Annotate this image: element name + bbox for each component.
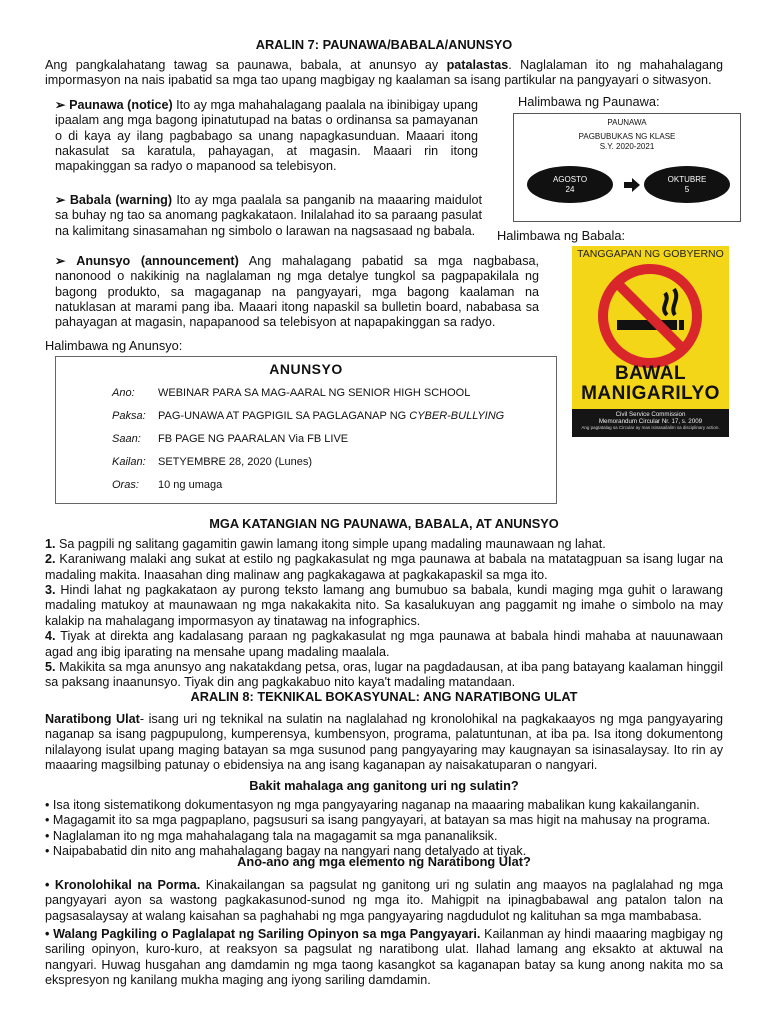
sign-footer: [572, 409, 729, 437]
sign-line1: BAWAL: [614, 363, 687, 384]
date-to-oval: [644, 166, 730, 203]
naratibo-text: - isang uri ng teknikal na sulatin na naglalahad ng kronolohikal na pagkakaayos ng mga pangyayaring naganap sa isang pagpupulong, kumperensya, kumbensyon, programa, palatuntunan, at iba pa. Isa itong dokumentong nilalayong isulat upang maging batayan sa mga susunod pang pangyayaring may kaugnayan sa isinasalaysay. Ito rin ay maaaring magsilbing patunay o ebidensiya na ang isang kaganapan ay naisakatuparan o nangyari.: [45, 712, 723, 773]
list-item: [45, 660, 723, 691]
paunawa-example-line2: S.Y. 2020-2021: [599, 142, 655, 151]
item-number: 2.: [45, 552, 56, 567]
elemento-heading: Ano-ano ang mga elemento ng Naratibong Ulat?: [237, 854, 531, 869]
paunawa-definition: [55, 98, 478, 175]
anunsyo-row-key: Saan:: [112, 433, 141, 445]
elemento-text: Kailanman ay hindi maaaring magbigay ng sariling opinyon, kuro-kuro, at reaksyon sa pagsulat ng naratibong ulat. Ilahad lamang ang eksakto at aktuwal na nangyari. Huwag husgahan ang damdamin ng mga taong kasangkot sa kaganapan batay sa kung anong nakita mo sa ekspresyon ng kanilang mukha maging ang iyong sariling damdamin.: [45, 927, 723, 988]
intro-text-after: . Naglalaman ito ng mahahalagang impormasyon na nais ipabatid sa mga tao upang magbigay ng kaalaman sa isang partikular na pangyayari o sitwasyon.: [45, 58, 724, 88]
paunawa-term: Paunawa (notice): [69, 98, 173, 112]
list-item: [45, 552, 723, 583]
intro-text-before: Ang pangkalahatang tawag sa paunawa, babala, at anunsyo ay: [45, 58, 447, 72]
bakit-heading: Bakit mahalaga ang ganitong uri ng sulatin?: [249, 778, 519, 793]
arrow-bullet-icon: ➢: [55, 98, 66, 112]
caption-babala: Halimbawa ng Babala:: [497, 228, 626, 243]
babala-term: Babala (warning): [69, 193, 173, 207]
sign-top-label: TANGGAPAN NG GOBYERNO: [577, 248, 724, 260]
babala-text: Ito ay mga paalala sa panganib na maaaring maidulot sa buhay ng tao sa anomang pagkakataon. Inilalahad ito sa paraang pasulat na kalimitang sinasamahan ng simbolo o larawan na nagsasaad ng babala.: [55, 193, 483, 238]
anunsyo-term: Anunsyo (announcement): [76, 254, 239, 268]
list-item: • Magagamit ito sa mga pagpaplano, pagsusuri sa isang pangyayari, at batayan sa mas higit na mahusay na programa.: [45, 813, 711, 828]
anunsyo-text: Ang mahalagang pabatid sa mga nagbabasa, nanonood o nakikinig na naglalaman ng mga detalye tungkol sa pagpapakilala ng bagong produkto, sa magaganap na pangyayari, mga bagong kaalaman na natuklasan at marami pang iba. Maaari itong napaskil sa bulletin board, nababasa sa pahayagan at magasin, napapanood sa telebisyon at napapakinggan sa radyo.: [55, 254, 539, 330]
right-arrow-icon: [624, 178, 640, 192]
babala-definition: [55, 193, 482, 239]
katangian-heading: MGA KATANGIAN NG PAUNAWA, BABALA, AT ANUNSYO: [209, 516, 559, 531]
anunsyo-row-value: SETYEMBRE 28, 2020 (Lunes): [158, 456, 313, 468]
anunsyo-definition: [55, 254, 539, 331]
anunsyo-row-key: Ano:: [112, 387, 135, 399]
paunawa-example-box: [513, 113, 741, 222]
anunsyo-row-value-italic: CYBER-BULLYING: [409, 410, 505, 422]
caption-anunsyo: Halimbawa ng Anunsyo:: [45, 338, 183, 353]
item-text: Makikita sa mga anunsyo ang nakatakdang petsa, oras, lugar na pagdadausan, at iba pang batayang kaalaman hinggil sa paksang inaanunsyo. Tiyak din ang pagkakabuo nito kaya't madaling matandaan.: [45, 659, 723, 690]
arrow-bullet-icon: ➢: [55, 193, 66, 207]
item-text: Karaniwang malaki ang sukat at estilo ng pagkakasulat ng mga paunawa at babala na matatagpuan sa isang lugar na madaling makita. Inaasahan ding malinaw ang pagkakagawa at pagkakapaskil sa mga ito.: [45, 552, 723, 582]
item-text: Sa pagpili ng salitang gagamitin gawin lamang itong simple upang madaling maunawaan ng lahat.: [55, 537, 606, 551]
paunawa-example-heading: PAUNAWA: [607, 118, 647, 127]
caption-paunawa: Halimbawa ng Paunawa:: [518, 94, 660, 109]
date-from-day: 24: [565, 184, 575, 194]
anunsyo-example-title: ANUNSYO: [269, 361, 343, 377]
paunawa-text: Ito ay mga mahahalagang paalala na ibinibigay upang ipaalam ang mga bagong ipinatutupad na batas o ordinansa sa pamayanan o di kaya ay ilang pagbabago sa unang napagkasunduan. Maaari itong nakasulat sa karatula, pahayagan, at magasin. Maaari rin itong mapakinggan sa radyo o mapanood sa telebisyon.: [55, 98, 478, 174]
sign-line2: MANIGARILYO: [581, 382, 720, 404]
date-from-month: AGOSTO: [552, 174, 588, 184]
list-item: • Naglalaman ito ng mga mahahalagang tala na magagamit sa mga pananaliksik.: [45, 828, 498, 843]
anunsyo-row-value-text: PAG-UNAWA AT PAGPIGIL SA PAGLAGANAP NG: [158, 410, 410, 422]
item-text: Tiyak at direkta ang kadalasang paraan ng pagkakasulat ng mga paunawa at babala hindi mahaba at nauunawaan agad ang ibig iparating na mensahe upang madaling maalala.: [45, 629, 723, 659]
aralin-7-title: ARALIN 7: PAUNAWA/BABALA/ANUNSYO: [255, 37, 513, 52]
elemento-item-2: [45, 927, 723, 988]
anunsyo-row-value: WEBINAR PARA SA MAG-AARAL NG SENIOR HIGH SCHOOL: [158, 387, 471, 399]
babala-sign: [572, 246, 729, 437]
intro-paragraph: [45, 58, 723, 89]
anunsyo-row-key: Paksa:: [112, 410, 146, 422]
elemento-term: • Kronolohikal na Porma.: [45, 878, 201, 892]
intro-bold-term: patalastas: [446, 58, 509, 72]
bakit-list: [45, 798, 723, 859]
anunsyo-example-box: [55, 356, 557, 504]
no-smoking-icon: [597, 263, 703, 369]
date-to-day: 5: [684, 184, 690, 194]
anunsyo-row-key: Oras:: [112, 479, 139, 491]
naratibo-paragraph: [45, 712, 723, 773]
anunsyo-row-value: FB PAGE NG PAARALAN Via FB LIVE: [158, 433, 349, 445]
item-number: 1.: [45, 537, 56, 551]
sign-foot-line3: Ang pagtatalag sa Circular ay mas isinasailalim sa disciplinary action.: [581, 425, 720, 431]
list-item: [45, 583, 723, 629]
item-text: Hindi lahat ng pagkakataon ay purong teksto lamang ang bumubuo sa babala, kundi maging mga guhit o larawang madaling matukoy at maunawaan ng mga nakakakita nito. Sa kasalukuyan ang paggamit ng imahe o simbolo na may kalakip na mahalagang impormasyon ay tinatawag na infographics.: [45, 583, 723, 628]
list-item: • Naipababatid din nito ang mahahalagang bagay na nangyari nang detalyado at tiyak.: [45, 844, 527, 859]
item-number: 4.: [45, 629, 56, 644]
elemento-text: Kinakailangan sa pagsulat ng ganitong uri ng sulatin ang maayos na paglalahad ng mga pangyayari ayon sa wastong pagkakasunod-sunod ng mga ito. Mahigpit na ipinagbabawal ang patalon talon na pagsasalaysay at walang kaisahan sa paghahabi ng mga pangyayaring nagdudulot ng kalituhan sa mga mambabasa.: [45, 878, 723, 923]
anunsyo-row-value: [158, 410, 504, 423]
naratibo-term: Naratibong Ulat: [45, 712, 140, 726]
list-item: • Isa itong sistematikong dokumentasyon ng mga pangyayaring naganap na maaaring mabalikan kung kakailanganin.: [45, 798, 700, 812]
arrow-bullet-icon: ➢: [55, 254, 66, 268]
anunsyo-row-value: 10 ng umaga: [158, 479, 223, 491]
aralin-8-title: ARALIN 8: TEKNIKAL BOKASYUNAL: ANG NARATIBONG ULAT: [190, 689, 578, 704]
item-number: 5.: [45, 659, 56, 674]
list-item: [45, 537, 723, 552]
date-to-month: OKTUBRE: [667, 174, 707, 184]
elemento-term: • Walang Pagkiling o Paglalapat ng Sariling Opinyon sa mga Pangyayari.: [45, 927, 481, 941]
date-from-oval: [527, 166, 613, 203]
sign-foot-line2: Memorandum Circular Nr. 17, s. 2009: [598, 418, 703, 426]
elemento-item-1: [45, 878, 723, 924]
sign-foot-line1: Civil Service Commission: [615, 411, 686, 418]
sign-main-text: [572, 364, 729, 404]
paunawa-example-line1: PAGBUBUKAS NG KLASE: [578, 132, 676, 141]
anunsyo-row-key: Kailan:: [112, 456, 146, 468]
katangian-list: [45, 537, 723, 691]
item-number: 3.: [45, 583, 56, 598]
list-item: [45, 629, 723, 660]
